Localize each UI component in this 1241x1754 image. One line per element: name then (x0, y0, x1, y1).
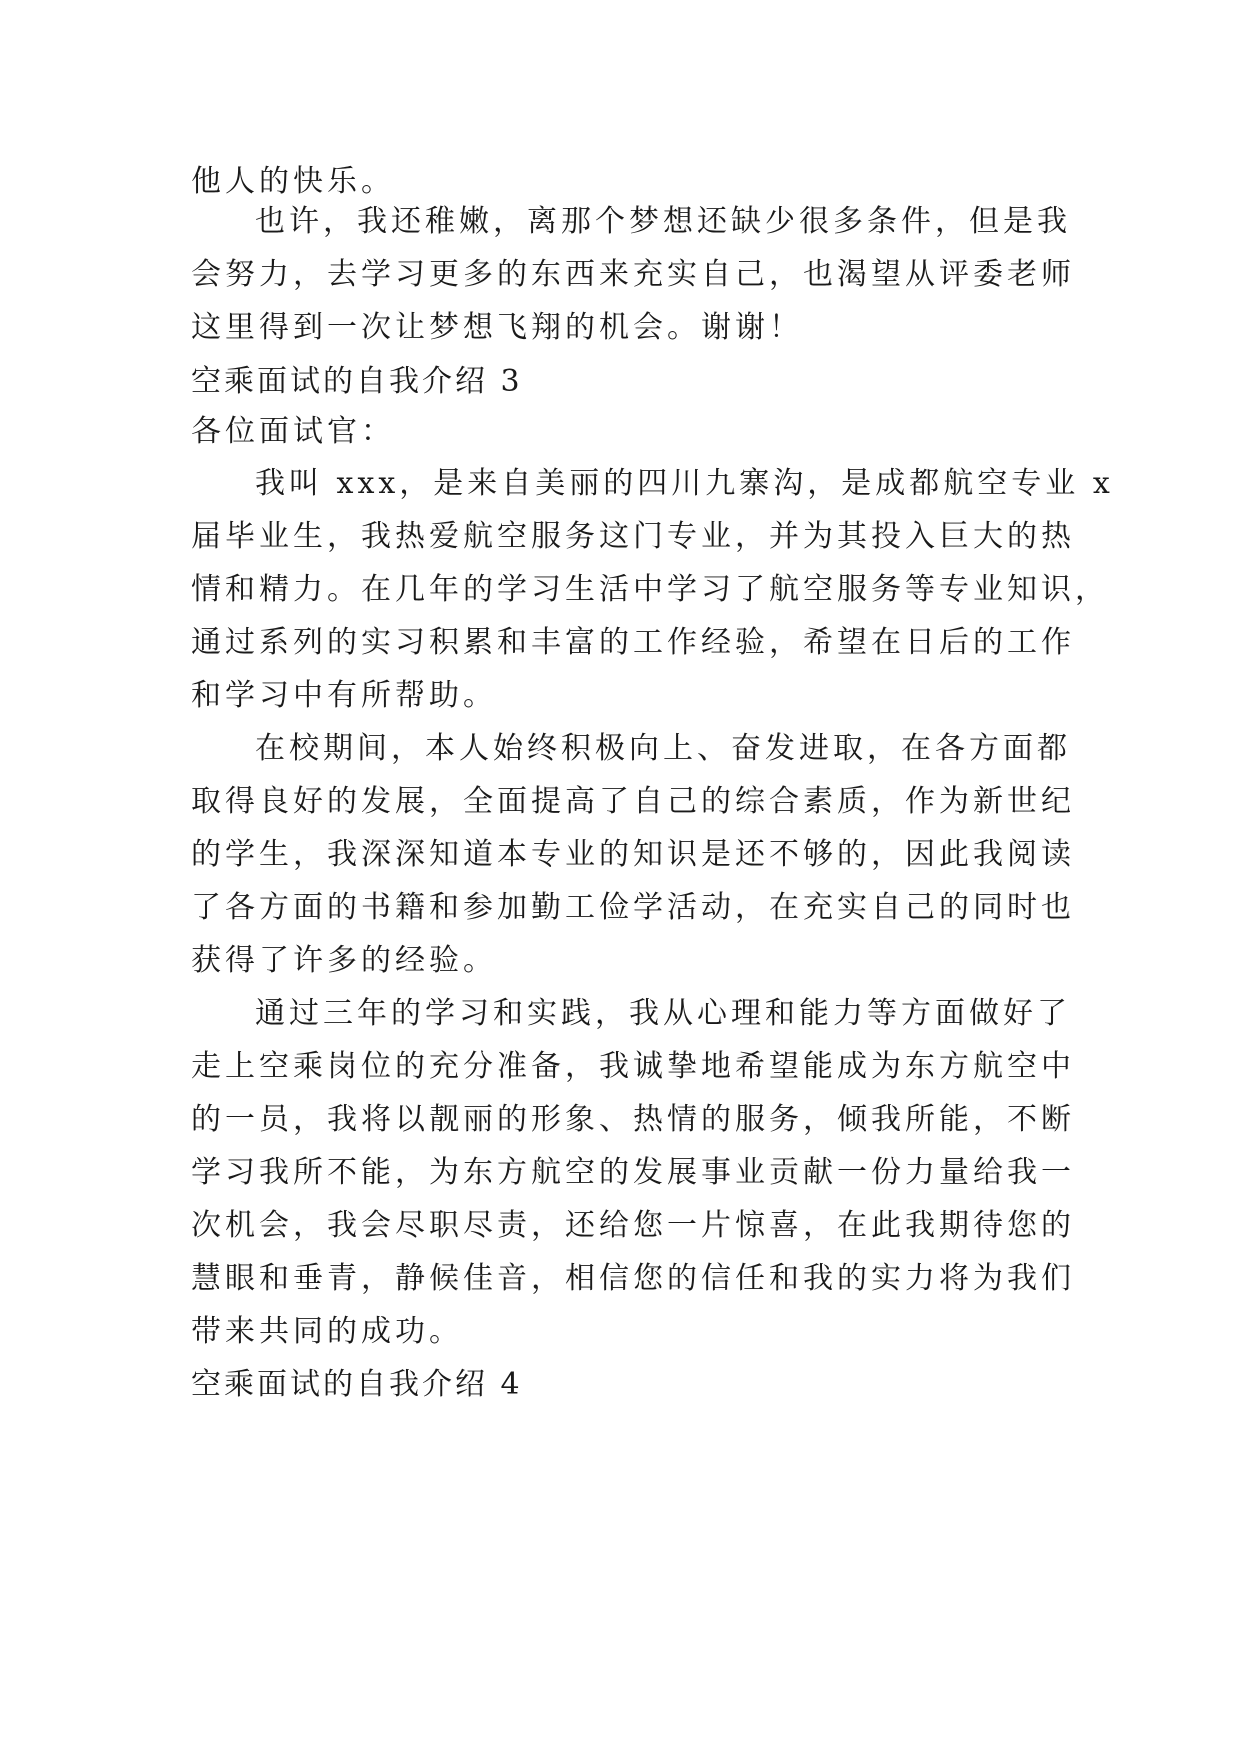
paragraph-line: 获得了许多的经验。 (191, 943, 497, 978)
paragraph-line: 通过三年的学习和实践，我从心理和能力等方面做好了 (255, 996, 1071, 1031)
paragraph-line: 这里得到一次让梦想飞翔的机会。谢谢！ (191, 310, 803, 345)
paragraph-line: 了各方面的书籍和参加勤工俭学活动，在充实自己的同时也 (191, 890, 1075, 925)
paragraph-line: 的学生，我深深知道本专业的知识是还不够的，因此我阅读 (191, 837, 1075, 872)
paragraph-line: 通过系列的实习积累和丰富的工作经验，希望在日后的工作 (191, 625, 1075, 660)
paragraph-line: 情和精力。在几年的学习生活中学习了航空服务等专业知识， (191, 572, 1109, 607)
paragraph-line: 慧眼和垂青，静候佳音，相信您的信任和我的实力将为我们 (191, 1261, 1075, 1296)
paragraph-line: 他人的快乐。 (191, 164, 395, 199)
paragraph-line: 我叫 xxx，是来自美丽的四川九寨沟，是成都航空专业 x (255, 466, 1114, 501)
paragraph-line: 走上空乘岗位的充分准备，我诚挚地希望能成为东方航空中 (191, 1049, 1075, 1084)
paragraph-line: 次机会，我会尽职尽责，还给您一片惊喜，在此我期待您的 (191, 1208, 1075, 1243)
paragraph-line: 也许，我还稚嫩，离那个梦想还缺少很多条件，但是我 (255, 204, 1071, 239)
paragraph-line: 取得良好的发展，全面提高了自己的综合素质，作为新世纪 (191, 784, 1075, 819)
paragraph-line: 学习我所不能，为东方航空的发展事业贡献一份力量给我一 (191, 1155, 1075, 1190)
section-heading: 空乘面试的自我介绍 3 (191, 364, 523, 399)
paragraph-line: 和学习中有所帮助。 (191, 678, 497, 713)
paragraph-line: 会努力，去学习更多的东西来充实自己，也渴望从评委老师 (191, 257, 1075, 292)
paragraph-line: 在校期间，本人始终积极向上、奋发进取，在各方面都 (255, 731, 1071, 766)
salutation: 各位面试官： (191, 414, 395, 449)
paragraph-line: 的一员，我将以靓丽的形象、热情的服务，倾我所能，不断 (191, 1102, 1075, 1137)
paragraph-line: 届毕业生，我热爱航空服务这门专业，并为其投入巨大的热 (191, 519, 1075, 554)
paragraph-line: 带来共同的成功。 (191, 1314, 463, 1349)
section-heading: 空乘面试的自我介绍 4 (191, 1367, 523, 1402)
